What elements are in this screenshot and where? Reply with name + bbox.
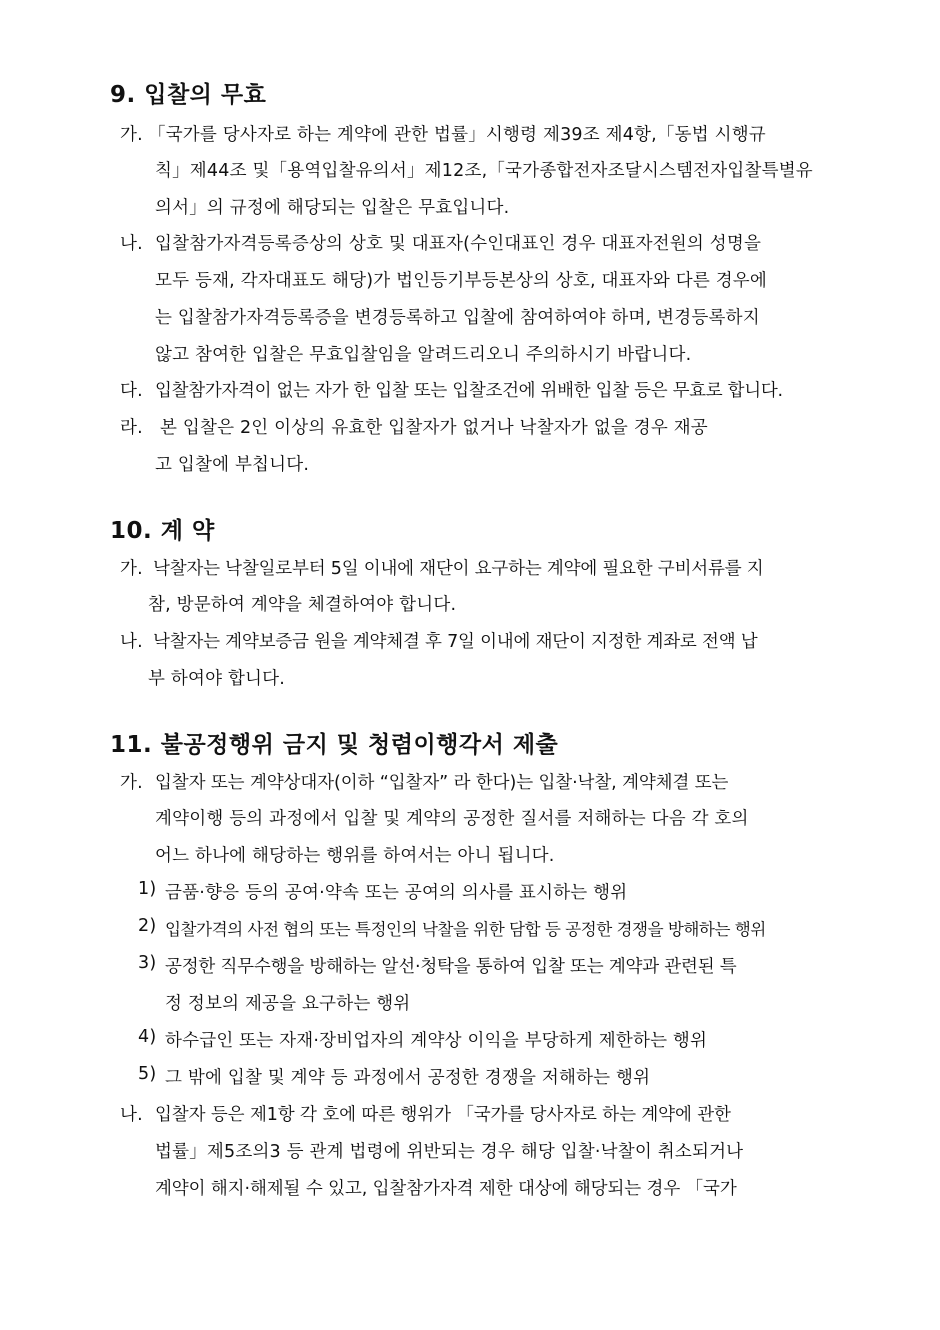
- subitem-label: 3): [138, 953, 157, 973]
- item-text: 입찰참가자격이 없는 자가 한 입찰 또는 입찰조건에 위배한 입찰 등은 무효로 합니다.: [155, 381, 783, 401]
- item-text: 법률」제5조의3 등 관계 법령에 위반되는 경우 해당 입찰·낙찰이 취소되거나: [155, 1142, 744, 1162]
- item-text: 「국가를 당사자로 하는 계약에 관한 법률」시행령 제39조 제4항,「동법 시행규: [148, 125, 766, 145]
- item-text: 고 입찰에 부칩니다.: [155, 455, 310, 475]
- item-text: 낙찰자는 낙찰일로부터 5일 이내에 재단이 요구하는 계약에 필요한 구비서류를 지: [153, 559, 764, 579]
- item-label: 가.: [120, 559, 143, 579]
- item-text: 계약이행 등의 과정에서 입찰 및 계약의 공정한 질서를 저해하는 다음 각 호의: [155, 809, 749, 829]
- item-text: 본 입찰은 2인 이상의 유효한 입찰자가 없거나 낙찰자가 없을 경우 재공: [160, 418, 708, 438]
- subitem-label: 2): [138, 916, 157, 936]
- item-text: 는 입찰참가자격등록증을 변경등록하고 입찰에 참여하여야 하며, 변경등록하지: [155, 308, 760, 328]
- section-title: 10. 계 약: [110, 518, 215, 544]
- item-text: 않고 참여한 입찰은 무효입찰임을 알려드리오니 주의하시기 바랍니다.: [155, 345, 692, 365]
- subitem-label: 5): [138, 1064, 157, 1084]
- item-text: 의서」의 규정에 해당되는 입찰은 무효입니다.: [155, 198, 510, 218]
- subitem-text: 정 정보의 제공을 요구하는 행위: [165, 994, 411, 1014]
- item-label: 나.: [120, 234, 143, 254]
- item-label: 나.: [120, 1105, 143, 1125]
- subitem-text: 하수급인 또는 자재·장비업자의 계약상 이익을 부당하게 제한하는 행위: [165, 1031, 708, 1051]
- subitem-label: 1): [138, 879, 157, 899]
- item-text: 어느 하나에 해당하는 행위를 하여서는 아니 됩니다.: [155, 846, 555, 866]
- item-text: 계약이 해지·해제될 수 있고, 입찰참가자격 제한 대상에 해당되는 경우 「국가: [155, 1179, 737, 1199]
- item-text: 입찰참가자격등록증상의 상호 및 대표자(수인대표인 경우 대표자전원의 성명을: [155, 234, 762, 254]
- item-text: 참, 방문하여 계약을 체결하여야 합니다.: [148, 595, 457, 615]
- item-text: 칙」제44조 및「용역입찰유의서」제12조,「국가종합전자조달시스템전자입찰특별유: [155, 161, 813, 181]
- item-text: 낙찰자는 계약보증금 원을 계약체결 후 7일 이내에 재단이 지정한 계좌로 전액 납: [153, 632, 758, 652]
- subitem-text: 입찰가격의 사전 협의 또는 특정인의 낙찰을 위한 담합 등 공정한 경쟁을 방해하는 행위: [165, 920, 766, 939]
- item-text: 모두 등재, 각자대표도 해당)가 법인등기부등본상의 상호, 대표자와 다른 경우에: [155, 271, 768, 291]
- subitem-label: 4): [138, 1027, 157, 1047]
- subitem-text: 금품·향응 등의 공여·약속 또는 공여의 의사를 표시하는 행위: [165, 883, 628, 903]
- subitem-text: 그 밖에 입찰 및 계약 등 과정에서 공정한 경쟁을 저해하는 행위: [165, 1068, 651, 1088]
- item-label: 라.: [120, 418, 143, 438]
- section-title: 11. 불공정행위 금지 및 청렴이행각서 제출: [110, 732, 559, 758]
- item-label: 다.: [120, 381, 143, 401]
- item-text: 입찰자 등은 제1항 각 호에 따른 행위가 「국가를 당사자로 하는 계약에 관한: [155, 1105, 731, 1125]
- section-title: 9. 입찰의 무효: [110, 82, 267, 108]
- item-label: 나.: [120, 632, 143, 652]
- subitem-text: 공정한 직무수행을 방해하는 알선·청탁을 통하여 입찰 또는 계약과 관련된 특: [165, 957, 737, 977]
- item-text: 입찰자 또는 계약상대자(이하 “입찰자” 라 한다)는 입찰·낙찰, 계약체결 또는: [155, 773, 729, 793]
- item-label: 가.: [120, 773, 143, 793]
- item-text: 부 하여야 합니다.: [148, 669, 286, 689]
- item-label: 가.: [120, 125, 143, 145]
